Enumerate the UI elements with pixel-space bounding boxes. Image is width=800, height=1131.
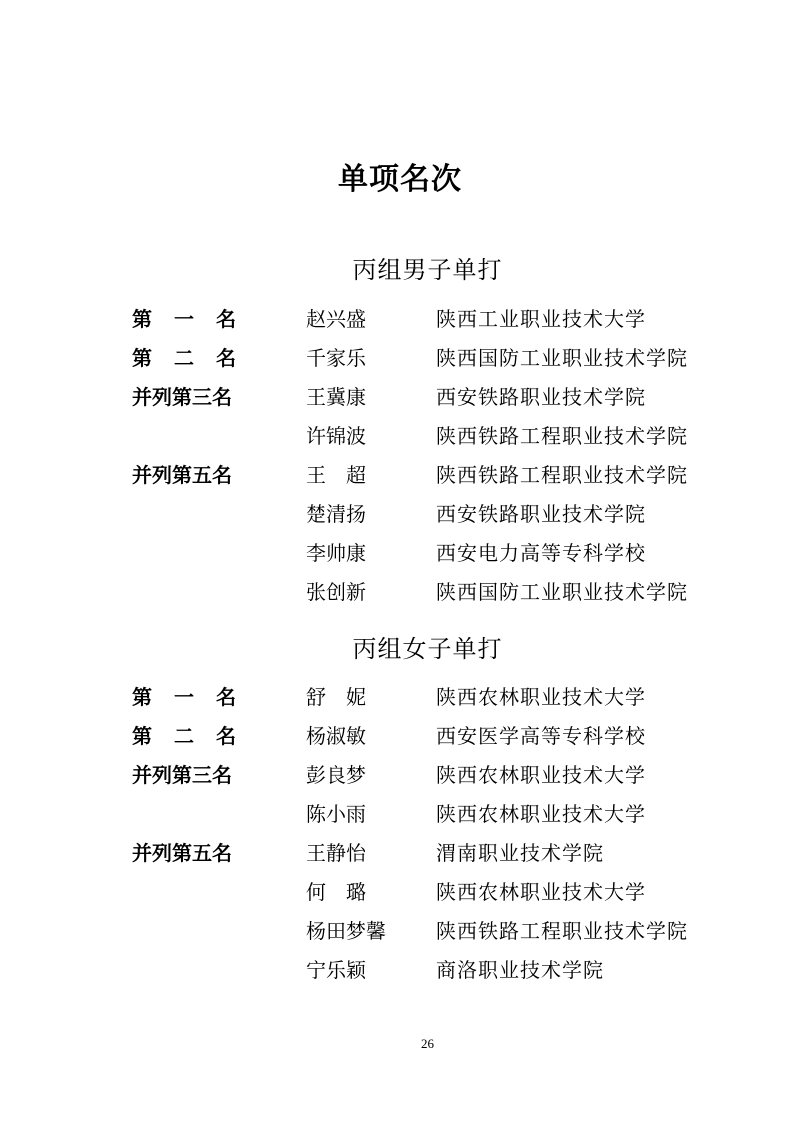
rank-label: 并列第五名 [132,463,232,487]
result-row [0,495,800,534]
player-name: 千家乐 [306,346,366,370]
result-row [0,951,800,990]
rank-label: 并列第三名 [132,763,232,787]
men-singles-results [0,300,800,612]
school-name: 陕西铁路工程职业技术学院 [436,919,688,943]
school-name: 陕西国防工业职业技术学院 [436,580,688,604]
player-name: 王静怡 [306,841,366,865]
section-heading-women-singles: 丙组女子单打 [352,635,503,663]
result-row [0,873,800,912]
player-name: 舒 妮 [306,685,366,709]
school-name: 陕西国防工业职业技术学院 [436,346,688,370]
school-name: 西安医学高等专科学校 [436,724,646,748]
result-row [0,339,800,378]
school-name: 西安铁路职业技术学院 [436,385,646,409]
result-row [0,912,800,951]
result-row [0,756,800,795]
player-name: 陈小雨 [306,802,366,826]
rank-label: 第 一 名 [132,685,236,709]
result-row [0,678,800,717]
school-name: 陕西铁路工程职业技术学院 [436,424,688,448]
result-row [0,573,800,612]
player-name: 赵兴盛 [306,307,366,331]
player-name: 彭良梦 [306,763,366,787]
school-name: 陕西铁路工程职业技术学院 [436,463,688,487]
rank-label: 并列第五名 [132,841,232,865]
result-row [0,795,800,834]
school-name: 商洛职业技术学院 [436,958,604,982]
school-name: 西安电力高等专科学校 [436,541,646,565]
result-row [0,717,800,756]
player-name: 王冀康 [306,385,366,409]
player-name: 何 璐 [306,880,366,904]
rank-label: 第 二 名 [132,724,236,748]
rank-label: 第 二 名 [132,346,236,370]
page-title: 单项名次 [338,162,462,197]
women-singles-results [0,678,800,990]
player-name: 许锦波 [306,424,366,448]
player-name: 宁乐颖 [306,958,366,982]
result-row [0,534,800,573]
result-row [0,300,800,339]
result-row [0,417,800,456]
player-name: 王 超 [306,463,366,487]
page-number: 26 [421,1036,434,1051]
player-name: 张创新 [306,580,366,604]
school-name: 陕西农林职业技术大学 [436,685,646,709]
rank-label: 并列第三名 [132,385,232,409]
player-name: 杨淑敏 [306,724,366,748]
player-name: 杨田梦馨 [306,919,386,943]
school-name: 陕西农林职业技术大学 [436,763,646,787]
school-name: 渭南职业技术学院 [436,841,604,865]
section-heading-men-singles: 丙组男子单打 [352,256,503,284]
school-name: 西安铁路职业技术学院 [436,502,646,526]
school-name: 陕西农林职业技术大学 [436,880,646,904]
player-name: 李帅康 [306,541,366,565]
result-row [0,378,800,417]
player-name: 楚清扬 [306,502,366,526]
rank-label: 第 一 名 [132,307,236,331]
school-name: 陕西农林职业技术大学 [436,802,646,826]
school-name: 陕西工业职业技术大学 [436,307,646,331]
result-row [0,456,800,495]
result-row [0,834,800,873]
